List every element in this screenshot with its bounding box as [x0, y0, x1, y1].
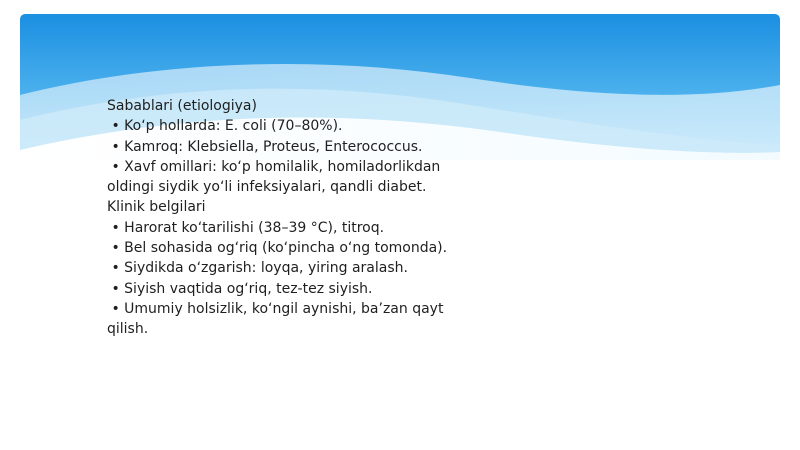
- bullet-line: • Siydikda o‘zgarish: loyqa, yiring aralash.: [107, 260, 408, 277]
- bullet-line: • Xavf omillari: ko‘p homilalik, homiladorlikdan oldingi siydik yo‘li infeksiyalari, qandli diabet.: [107, 158, 445, 196]
- bullet-line: • Harorat ko‘tarilishi (38–39 °C), titroq.: [107, 219, 385, 236]
- slide-body-text: [107, 96, 487, 340]
- bullet-line: • Bel sohasida og‘riq (ko‘pincha o‘ng tomonda).: [107, 240, 448, 257]
- section-heading-symptoms: Klinik belgilari: [107, 199, 206, 216]
- section-heading-causes: Sabablari (etiologiya): [107, 98, 257, 114]
- bullet-line: • Kamroq: Klebsiella, Proteus, Enterococcus.: [107, 138, 423, 155]
- bullet-line: • Siyish vaqtida og‘riq, tez-tez siyish.: [107, 280, 373, 297]
- bullet-line: • Umumiy holsizlik, ko‘ngil aynishi, ba’zan qayt qilish.: [107, 300, 448, 338]
- bullet-line: • Ko‘p hollarda: E. coli (70–80%).: [107, 118, 343, 135]
